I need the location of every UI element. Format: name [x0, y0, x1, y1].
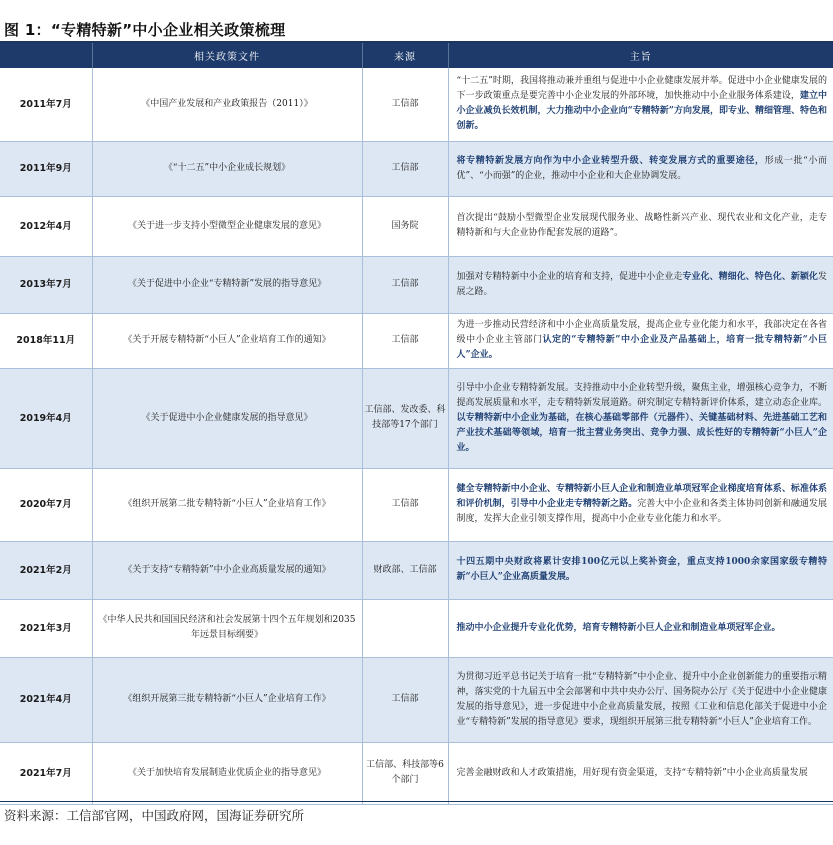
row-source: 工信部 [362, 657, 448, 742]
row-main [448, 742, 833, 804]
row-date: 2021年4月 [0, 657, 92, 742]
main-text: “十二五”时期，我国将推动兼并重组与促进中小企业健康发展并举。促进中小企业健康发展的下一步政策重点是要完善中小企业发展的外部环境，加快推动中小企业服务体系建设， [456, 76, 827, 102]
row-document: 《中华人民共和国国民经济和社会发展第十四个五年规划和2035年远景目标纲要》 [92, 599, 362, 657]
row-main [448, 599, 833, 657]
main-highlight: 将专精特新发展方向作为中小企业转型升级、转变发展方式的重要途径， [456, 155, 765, 166]
main-text: 加强对专精特新中小企业的培育和支持，促进中小企业走 [456, 271, 683, 282]
row-source: 工信部 [362, 313, 448, 368]
table-row [0, 313, 833, 368]
row-date: 2011年7月 [0, 68, 92, 141]
main-highlight: 建立中小企业减负长效机制，大力推动中小企业向“专精特新”方向发展，即专业、精细管理、特色和创新。 [456, 91, 827, 132]
main-highlight: 认定的“专精特新”中小企业及产品基础上，培育一批专精特新“小巨人”企业。 [456, 335, 827, 360]
row-document: 《组织开展第二批专精特新“小巨人”企业培育工作》 [92, 468, 362, 541]
table-row [0, 657, 833, 742]
main-text: 完善金融财政和人才政策措施，用好现有资金渠道，支持“专精特新”中小企业高质量发展 [456, 767, 808, 778]
main-tail: 完善大中小企业和各类主体协同创新和融通发展制度，发挥大企业引领支撑作用，提高中小企业专业化能力和水平。 [456, 499, 827, 524]
header-policy-document: 相关政策文件 [92, 43, 362, 68]
header-main-purpose: 主旨 [448, 43, 833, 68]
row-document: 《“十二五”中小企业成长规划》 [92, 141, 362, 196]
table-row [0, 599, 833, 657]
figure-title: 图 1：“专精特新”中小企业相关政策梳理 [4, 21, 286, 39]
row-date: 2018年11月 [0, 313, 92, 368]
main-tail: 发展之路。 [456, 271, 827, 297]
row-source: 工信部、科技部等6个部门 [362, 742, 448, 804]
table-row [0, 141, 833, 196]
main-text: 为进一步推动民营经济和中小企业高质量发展，提高企业专业化能力和水平，我部决定在各省级中小企业主管部门 [456, 320, 827, 345]
row-source: 工信部 [362, 256, 448, 313]
main-highlight: 以专精特新中小企业为基础，在核心基础零部件（元器件）、关键基础材料、先进基础工艺和产业技术基础等领域，培育一批主营业务突出、竞争力强、成长性好的专精特新“小巨人”企业。 [456, 412, 827, 453]
row-source: 工信部 [362, 468, 448, 541]
row-date: 2021年3月 [0, 599, 92, 657]
row-source [362, 599, 448, 657]
row-main [448, 313, 833, 368]
row-document: 《关于促进中小企业“专精特新”发展的指导意见》 [92, 256, 362, 313]
table-row [0, 196, 833, 256]
main-tail: 形成一批“小而优”、“小而强”的企业，推动中小企业和大企业协调发展。 [456, 155, 827, 181]
row-date: 2013年7月 [0, 256, 92, 313]
main-highlight: 健全专精特新中小企业、专精特新小巨人企业和制造业单项冠军企业梯度培育体系、标准体系和评价机制，引导中小企业走专精特新之路。 [456, 484, 827, 509]
table-row [0, 256, 833, 313]
row-main [448, 468, 833, 541]
row-main [448, 141, 833, 196]
row-source: 工信部、发改委、科技部等17个部门 [362, 368, 448, 468]
policy-table [0, 43, 833, 805]
row-date: 2019年4月 [0, 368, 92, 468]
row-main [448, 256, 833, 313]
main-highlight: 专业化、精细化、特色化、新颖化 [682, 271, 818, 282]
header-date [0, 43, 92, 68]
row-document: 《中国产业发展和产业政策报告（2011）》 [92, 68, 362, 141]
table-row [0, 368, 833, 468]
row-main [448, 657, 833, 742]
source-note: 资料来源：工信部官网，中国政府网，国海证券研究所 [4, 808, 305, 823]
row-date: 2012年4月 [0, 196, 92, 256]
row-main [448, 196, 833, 256]
row-date: 2021年7月 [0, 742, 92, 804]
table-row [0, 541, 833, 599]
row-main [448, 368, 833, 468]
row-document: 《关于加快培育发展制造业优质企业的指导意见》 [92, 742, 362, 804]
row-source: 工信部 [362, 141, 448, 196]
row-source: 财政部、工信部 [362, 541, 448, 599]
main-highlight: 推动中小企业提升专业化优势，培育专精特新小巨人企业和制造业单项冠军企业。 [456, 622, 781, 633]
row-document: 《组织开展第三批专精特新“小巨人”企业培育工作》 [92, 657, 362, 742]
row-document: 《关于支持“专精特新”中小企业高质量发展的通知》 [92, 541, 362, 599]
main-text: 首次提出“鼓励小型微型企业发展现代服务业、战略性新兴产业、现代农业和文化产业，走专精特新和与大企业协作配套发展的道路”。 [456, 213, 827, 238]
row-document: 《关于开展专精特新“小巨人”企业培育工作的通知》 [92, 313, 362, 368]
table-row [0, 468, 833, 541]
main-text: 为贯彻习近平总书记关于培育一批“专精特新”中小企业、提升中小企业创新能力的重要指示精神，落实党的十九届五中全会部署和中共中央办公厅、国务院办公厅《关于促进中小企业健康发展的指导意见》，进一步促进中小企业高质量发展，按照《工业和信息化部关于促进中小企业“专精特新”发展的指导意见》要求，现组织开展第三批专精特新“小巨人”企业培育工作。 [456, 671, 827, 727]
row-document: 《关于进一步支持小型微型企业健康发展的意见》 [92, 196, 362, 256]
row-date: 2011年9月 [0, 141, 92, 196]
row-source: 工信部 [362, 68, 448, 141]
bottom-rule [0, 801, 833, 802]
row-main [448, 68, 833, 141]
main-text: 引导中小企业专精特新发展。支持推动中小企业转型升级，聚焦主业，增强核心竞争力，不断提高发展质量和水平，走专精特新发展道路。研究制定专精特新评价体系，建立动态企业库。 [456, 382, 827, 408]
header-source: 来源 [362, 43, 448, 68]
row-source: 国务院 [362, 196, 448, 256]
row-date: 2020年7月 [0, 468, 92, 541]
row-document: 《关于促进中小企业健康发展的指导意见》 [92, 368, 362, 468]
main-highlight: 十四五期中央财政将累计安排100亿元以上奖补资金，重点支持1000余家国家级专精特新“小巨人”企业高质量发展。 [456, 557, 827, 582]
row-main [448, 541, 833, 599]
table-row [0, 742, 833, 804]
row-date: 2021年2月 [0, 541, 92, 599]
table-header-row [0, 43, 833, 68]
table-row [0, 68, 833, 141]
